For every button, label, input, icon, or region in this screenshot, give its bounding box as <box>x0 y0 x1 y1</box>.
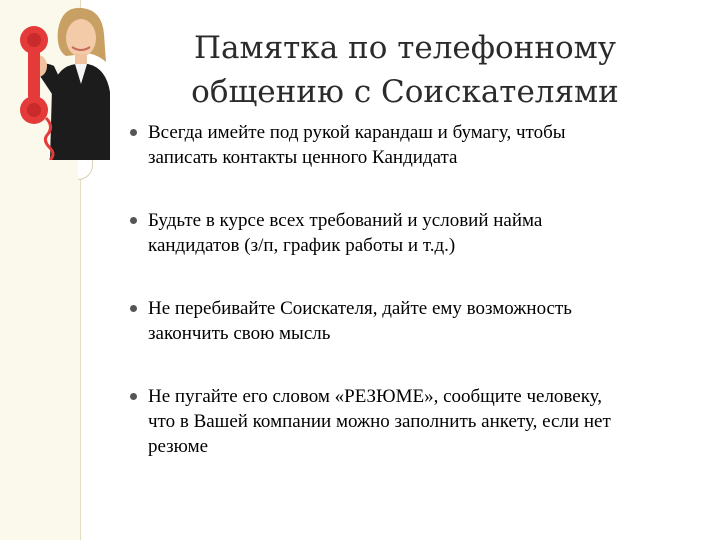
title-line-2: общению с Соискателями <box>191 74 619 110</box>
slide-title <box>160 26 650 114</box>
bullet-text-line: кандидатов (з/п, график работы и т.д.) <box>148 235 456 256</box>
bullet-dot-icon <box>130 393 137 400</box>
bullet-text-line: Будьте в курсе всех требований и условий найма <box>148 210 543 231</box>
bullet-dot-icon <box>130 305 137 312</box>
bullet-list <box>128 120 703 459</box>
bullet-text-line: Не пугайте его словом «РЕЗЮМЕ», сообщите человеку, <box>148 386 603 407</box>
bullet-item <box>128 296 703 346</box>
title-line-1: Памятка по телефонному <box>193 30 617 66</box>
bullet-text-line: Всегда имейте под рукой карандаш и бумагу, чтобы <box>148 122 566 143</box>
bullet-text-line: Не перебивайте Соискателя, дайте ему возможность <box>148 298 572 319</box>
bullet-text-line: закончить свою мысль <box>148 323 331 344</box>
bullet-item <box>128 208 703 258</box>
bullet-item <box>128 120 703 170</box>
bullet-text-line: резюме <box>148 436 209 457</box>
woman-with-phone-image <box>20 0 110 160</box>
bullet-text-line: что в Вашей компании можно заполнить анкету, если нет <box>148 411 611 432</box>
bullet-dot-icon <box>130 217 137 224</box>
bullet-text-line: записать контакты ценного Кандидата <box>148 147 458 168</box>
bullet-dot-icon <box>130 129 137 136</box>
bullet-item <box>128 384 703 459</box>
